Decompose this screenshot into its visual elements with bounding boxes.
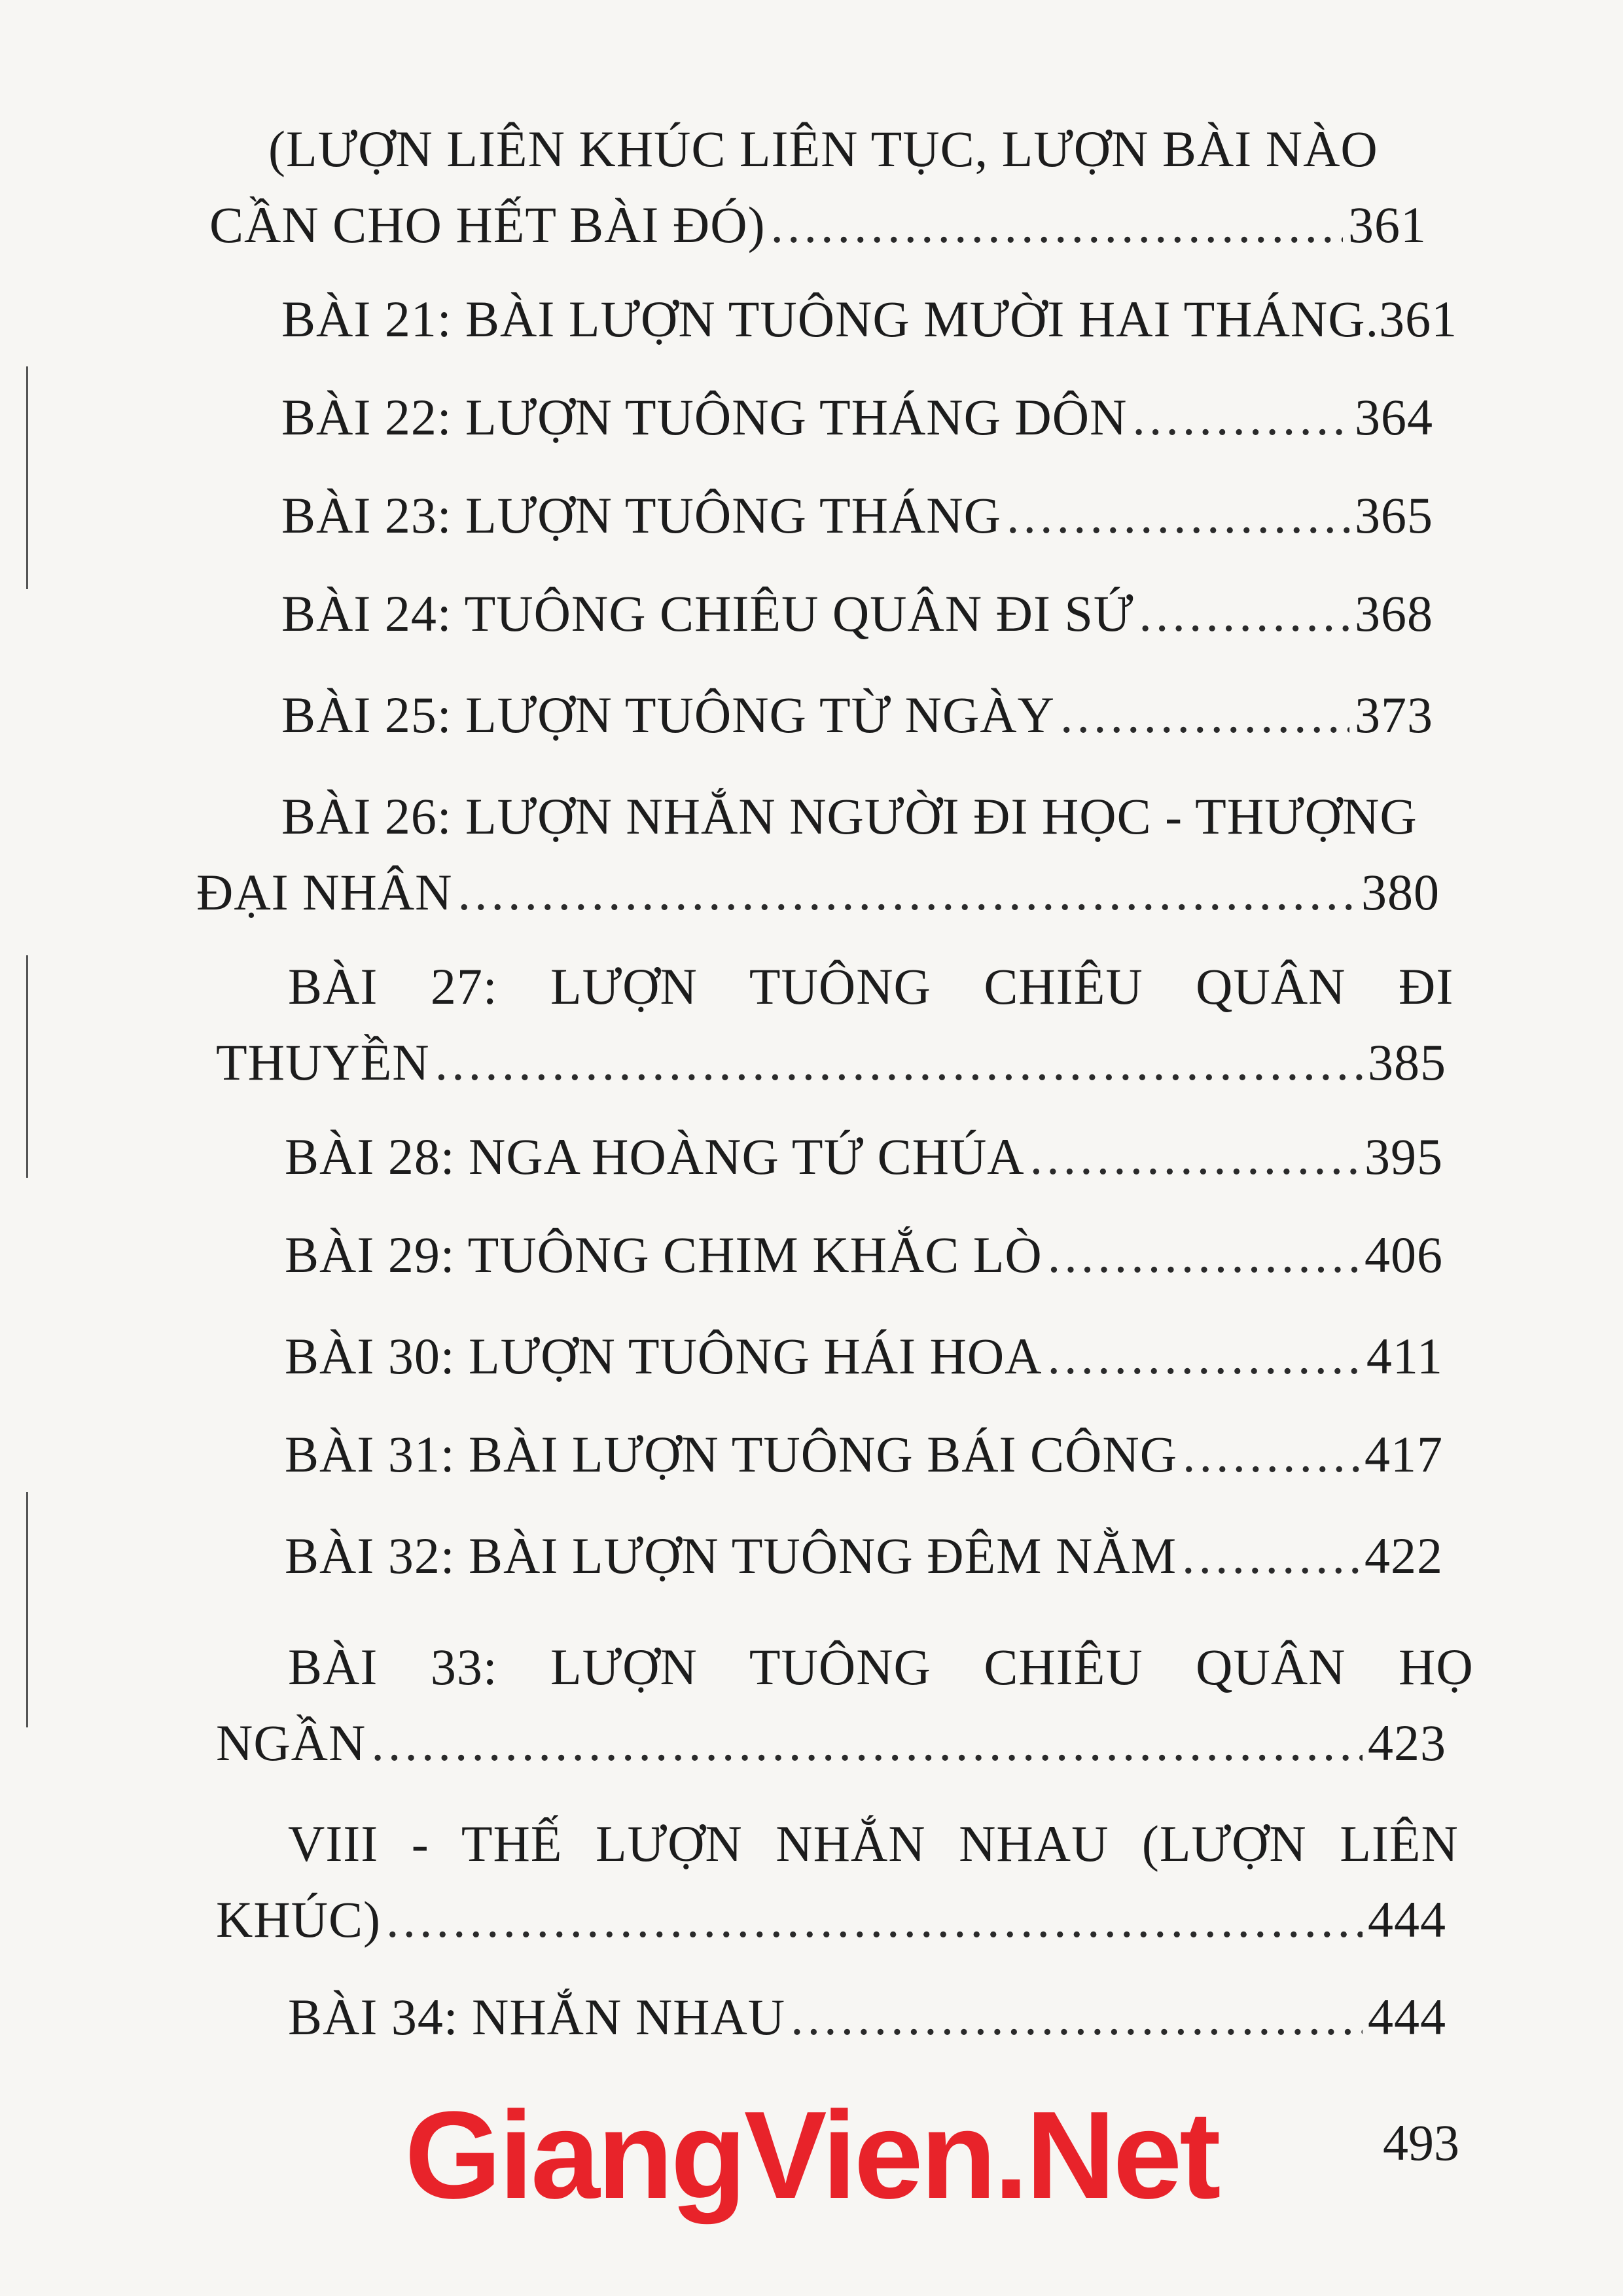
- toc-page-number: 365: [1355, 487, 1433, 544]
- leader-dots: [386, 1882, 1363, 1958]
- toc-entry-title: BÀI 32: BÀI LƯỢN TUÔNG ĐÊM NẰM: [285, 1527, 1177, 1584]
- toc-entry-title: ĐẠI NHÂN: [196, 864, 453, 921]
- toc-entry: [285, 1217, 1443, 1293]
- toc-page-number: 385: [1368, 1034, 1446, 1091]
- toc-page-number: 361: [1348, 196, 1427, 253]
- toc-page-number: 395: [1364, 1128, 1443, 1185]
- leader-dots: [1048, 1217, 1359, 1293]
- leader-dots: [457, 855, 1356, 930]
- toc-entry: [285, 1417, 1443, 1492]
- toc-entry-title: BÀI 23: LƯỢN TUÔNG THÁNG: [281, 487, 1001, 544]
- leader-dots: [1132, 380, 1349, 455]
- toc-page-number: 411: [1366, 1328, 1443, 1385]
- toc-entry: [281, 281, 1458, 357]
- toc-entry: [281, 677, 1433, 753]
- toc-entry: [281, 380, 1433, 455]
- toc-entry-title: BÀI 30: LƯỢN TUÔNG HÁI HOA: [285, 1328, 1043, 1385]
- toc-entry-title: BÀI 28: NGA HOÀNG TỨ CHÚA: [285, 1128, 1025, 1185]
- toc-entry: [288, 1979, 1446, 2055]
- toc-entry: [196, 779, 1440, 930]
- toc-page-number: .361: [1365, 291, 1458, 347]
- leader-dots: [1139, 576, 1349, 652]
- toc-entry-title: BÀI 26: LƯỢN NHẮN NGƯỜI ĐI HỌC - THƯỢNG: [281, 788, 1418, 845]
- toc-entry-title: BÀI 22: LƯỢN TUÔNG THÁNG DÔN: [281, 389, 1128, 446]
- toc-entry-title: VIII - THẾ LƯỢN NHẮN NHAU (LƯỢN LIÊN: [288, 1815, 1459, 1872]
- toc-entry-title: NGẦN: [216, 1714, 366, 1771]
- toc-page-number: 417: [1364, 1426, 1443, 1483]
- leader-dots: [1182, 1518, 1359, 1594]
- toc-entry: [216, 1806, 1459, 1958]
- leader-dots: [771, 187, 1343, 263]
- toc-entry: [281, 478, 1433, 554]
- page-edge-mark: [26, 955, 28, 1178]
- toc-entry-title: BÀI 31: BÀI LƯỢN TUÔNG BÁI CÔNG: [285, 1426, 1178, 1483]
- toc-entry: [216, 1629, 1474, 1781]
- leader-dots: [791, 1979, 1363, 2055]
- toc-entry-title: KHÚC): [216, 1891, 381, 1948]
- toc-page-number: 444: [1368, 1988, 1446, 2045]
- leader-dots: [1060, 677, 1349, 753]
- toc-entry-title: BÀI 29: TUÔNG CHIM KHẮC LÒ: [285, 1226, 1043, 1283]
- toc-entry-title: (LƯỢN LIÊN KHÚC LIÊN TỤC, LƯỢN BÀI NÀO: [268, 120, 1378, 177]
- toc-entry-title: BÀI 25: LƯỢN TUÔNG TỪ NGÀY: [281, 686, 1055, 743]
- page-edge-mark: [26, 366, 28, 589]
- toc-entry-title: BÀI 34: NHẮN NHAU: [288, 1988, 786, 2045]
- leader-dots: [1007, 478, 1349, 554]
- toc-entry: [209, 111, 1427, 263]
- toc-page-number: 406: [1364, 1226, 1443, 1283]
- toc-page-number: 422: [1364, 1527, 1443, 1584]
- leader-dots: [1183, 1417, 1359, 1492]
- toc-entry-title: BÀI 24: TUÔNG CHIÊU QUÂN ĐI SỨ: [281, 585, 1134, 642]
- toc-page-number: 368: [1355, 585, 1433, 642]
- toc-entry: [285, 1318, 1443, 1394]
- toc-entry-title: BÀI 21: BÀI LƯỢN TUÔNG MƯỜI HAI THÁNG: [281, 291, 1366, 347]
- toc-page-number: 364: [1355, 389, 1433, 446]
- toc-page-number: 373: [1355, 686, 1433, 743]
- toc-entry: [285, 1119, 1443, 1195]
- toc-page-number: 380: [1361, 864, 1440, 921]
- leader-dots: [1048, 1318, 1361, 1394]
- toc-entry: [216, 949, 1454, 1101]
- toc-entry-title: BÀI 33: LƯỢN TUÔNG CHIÊU QUÂN HỌ: [288, 1638, 1474, 1695]
- toc-page-number: 423: [1368, 1714, 1446, 1771]
- toc-entry-title: THUYỀN: [216, 1034, 430, 1091]
- leader-dots: [435, 1025, 1363, 1101]
- toc-entry-title: BÀI 27: LƯỢN TUÔNG CHIÊU QUÂN ĐI: [288, 958, 1454, 1015]
- toc-entry-title: CẦN CHO HẾT BÀI ĐÓ): [209, 196, 766, 253]
- leader-dots: [371, 1705, 1363, 1781]
- toc-entry: [281, 576, 1433, 652]
- toc-entry: [285, 1518, 1443, 1594]
- page-edge-mark: [26, 1492, 28, 1727]
- page-number: 493: [1383, 2114, 1459, 2171]
- watermark-text: GiangVien.Net: [404, 2086, 1219, 2225]
- leader-dots: [1030, 1119, 1359, 1195]
- toc-page-number: 444: [1368, 1891, 1446, 1948]
